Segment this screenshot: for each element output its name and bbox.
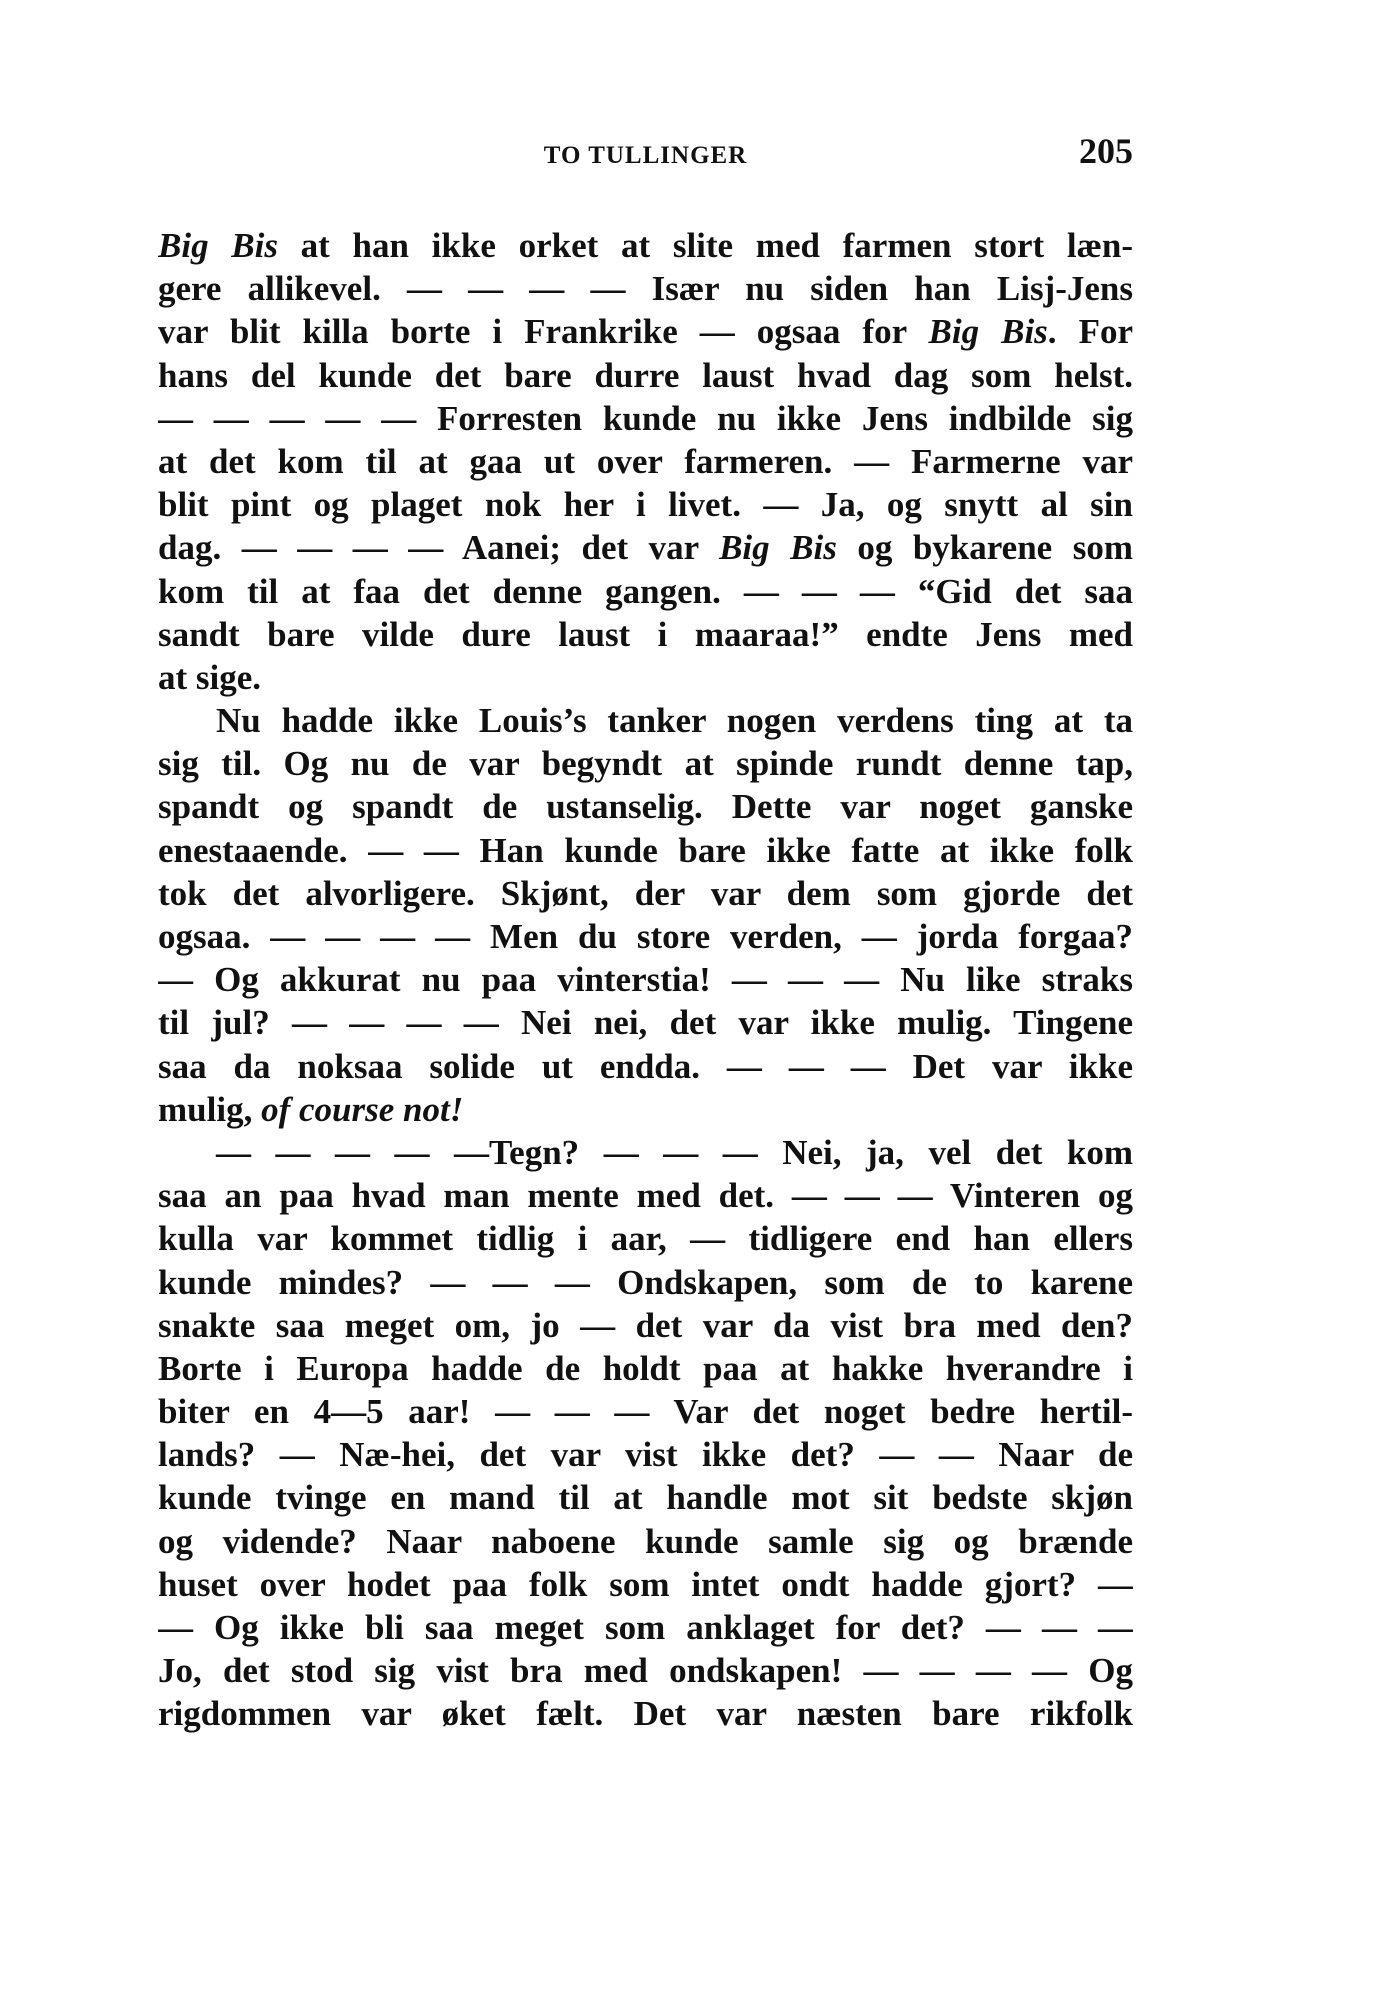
- text-line: [158, 872, 1133, 915]
- text-segment: — — — — —Tegn? — — — Nei, ja, vel det kom: [216, 1132, 1133, 1172]
- text-line: [158, 1304, 1133, 1347]
- text-line: [158, 526, 1133, 569]
- text-segment: saa da noksaa solide ut endda. — — — Det var ikke: [158, 1046, 1133, 1086]
- text-segment: og bykarene som: [836, 528, 1133, 568]
- text-segment: snakte saa meget om, jo — det var da vist bra med den?: [158, 1305, 1133, 1345]
- text-line: [158, 829, 1133, 872]
- text-line: [158, 742, 1133, 785]
- text-line: [158, 570, 1133, 613]
- text-line: [158, 1001, 1133, 1044]
- text-line: [158, 915, 1133, 958]
- running-head: [158, 130, 1133, 180]
- text-segment: og vidende? Naar naboene kunde samle sig og brænde: [158, 1521, 1133, 1561]
- text-segment: saa an paa hvad man mente med det. — — — Vinteren og: [158, 1176, 1133, 1216]
- text-line: [158, 1649, 1133, 1692]
- page-number: 205: [1079, 131, 1133, 171]
- text-segment: enestaaende. — — Han kunde bare ikke fatte at ikke folk: [158, 830, 1133, 870]
- text-line: [158, 267, 1133, 310]
- text-line: [158, 1347, 1133, 1390]
- text-line: [158, 1476, 1133, 1519]
- text-line: [158, 1563, 1133, 1606]
- text-segment: Nu hadde ikke Louis’s tanker nogen verdens ting at ta: [216, 701, 1133, 741]
- text-segment: Jo, det stod sig vist bra med ondskapen! — — — — Og: [158, 1651, 1133, 1691]
- text-segment: — — — — — Forresten kunde nu ikke Jens indbilde sig: [158, 398, 1133, 438]
- text-line: [158, 656, 1133, 699]
- italic-text: of course not!: [261, 1089, 464, 1129]
- text-line: [158, 1088, 1133, 1131]
- text-line: [158, 699, 1133, 742]
- text-line: [158, 1217, 1133, 1260]
- text-segment: gere allikevel. — — — — Især nu siden han Lisj-Jens: [158, 269, 1133, 309]
- text-line: [158, 785, 1133, 828]
- italic-text: Big Bis: [158, 226, 278, 265]
- body-text: [158, 224, 1133, 1736]
- text-segment: kunde mindes? — — — Ondskapen, som de to karene: [158, 1262, 1133, 1302]
- text-line: [158, 1692, 1133, 1735]
- text-segment: Borte i Europa hadde de holdt paa at hakke hverandre i: [158, 1348, 1133, 1388]
- running-title: TO TULLINGER: [543, 142, 748, 169]
- text-segment: til jul? — — — — Nei nei, det var ikke mulig. Tingene: [158, 1003, 1133, 1043]
- text-segment: spandt og spandt de ustanselig. Dette var noget ganske: [158, 787, 1133, 827]
- text-segment: at sige.: [158, 657, 262, 697]
- text-segment: lands? — Næ-hei, det var vist ikke det? — — Naar de: [158, 1435, 1133, 1475]
- text-line: [158, 440, 1133, 483]
- text-segment: mulig,: [158, 1089, 262, 1129]
- text-line: [158, 397, 1133, 440]
- text-segment: — Og akkurat nu paa vinterstia! — — — Nu like straks: [158, 960, 1133, 1000]
- text-line: [158, 1520, 1133, 1563]
- text-line: [158, 354, 1133, 397]
- text-line: [158, 1390, 1133, 1433]
- text-segment: ogsaa. — — — — Men du store verden, — jorda forgaa?: [158, 917, 1133, 956]
- text-segment: sandt bare vilde dure laust i maaraa!” endte Jens med: [158, 614, 1133, 654]
- text-segment: kom til at faa det denne gangen. — — — “Gid det saa: [158, 571, 1133, 611]
- text-segment: var blit killa borte i Frankrike — ogsaa for: [158, 312, 929, 352]
- text-line: [158, 1174, 1133, 1217]
- text-segment: — Og ikke bli saa meget som anklaget for det? — — —: [158, 1608, 1133, 1647]
- text-segment: hans del kunde det bare durre laust hvad dag som helst.: [158, 355, 1133, 395]
- text-line: [158, 1606, 1133, 1649]
- text-line: [158, 613, 1133, 656]
- italic-text: Big Bis: [928, 312, 1048, 352]
- italic-text: Big Bis: [719, 528, 837, 568]
- text-segment: sig til. Og nu de var begyndt at spinde rundt denne tap,: [158, 744, 1133, 784]
- text-segment: at det kom til at gaa ut over farmeren. — Farmerne var: [158, 441, 1133, 481]
- text-segment: at han ikke orket at slite med farmen stort læn-: [277, 226, 1133, 265]
- text-segment: huset over hodet paa folk som intet ondt hadde gjort? —: [158, 1564, 1133, 1604]
- text-line: [158, 1261, 1133, 1304]
- text-segment: blit pint og plaget nok her i livet. — Ja, og snytt al sin: [158, 485, 1133, 525]
- text-segment: . For: [1047, 312, 1133, 352]
- text-line: [158, 958, 1133, 1001]
- text-segment: kulla var kommet tidlig i aar, — tidligere end han ellers: [158, 1219, 1133, 1259]
- text-line: [158, 310, 1133, 353]
- text-line: [158, 1433, 1133, 1476]
- text-segment: kunde tvinge en mand til at handle mot sit bedste skjøn: [158, 1478, 1133, 1518]
- text-line: [158, 483, 1133, 526]
- text-segment: rigdommen var øket fælt. Det var næsten bare rikfolk: [158, 1694, 1133, 1734]
- text-line: [158, 224, 1133, 267]
- text-segment: dag. — — — — Aanei; det var: [158, 528, 720, 568]
- text-line: [158, 1045, 1133, 1088]
- text-line: [158, 1131, 1133, 1174]
- text-segment: biter en 4—5 aar! — — — Var det noget bedre hertil-: [158, 1392, 1133, 1432]
- text-segment: tok det alvorligere. Skjønt, der var dem som gjorde det: [158, 873, 1133, 913]
